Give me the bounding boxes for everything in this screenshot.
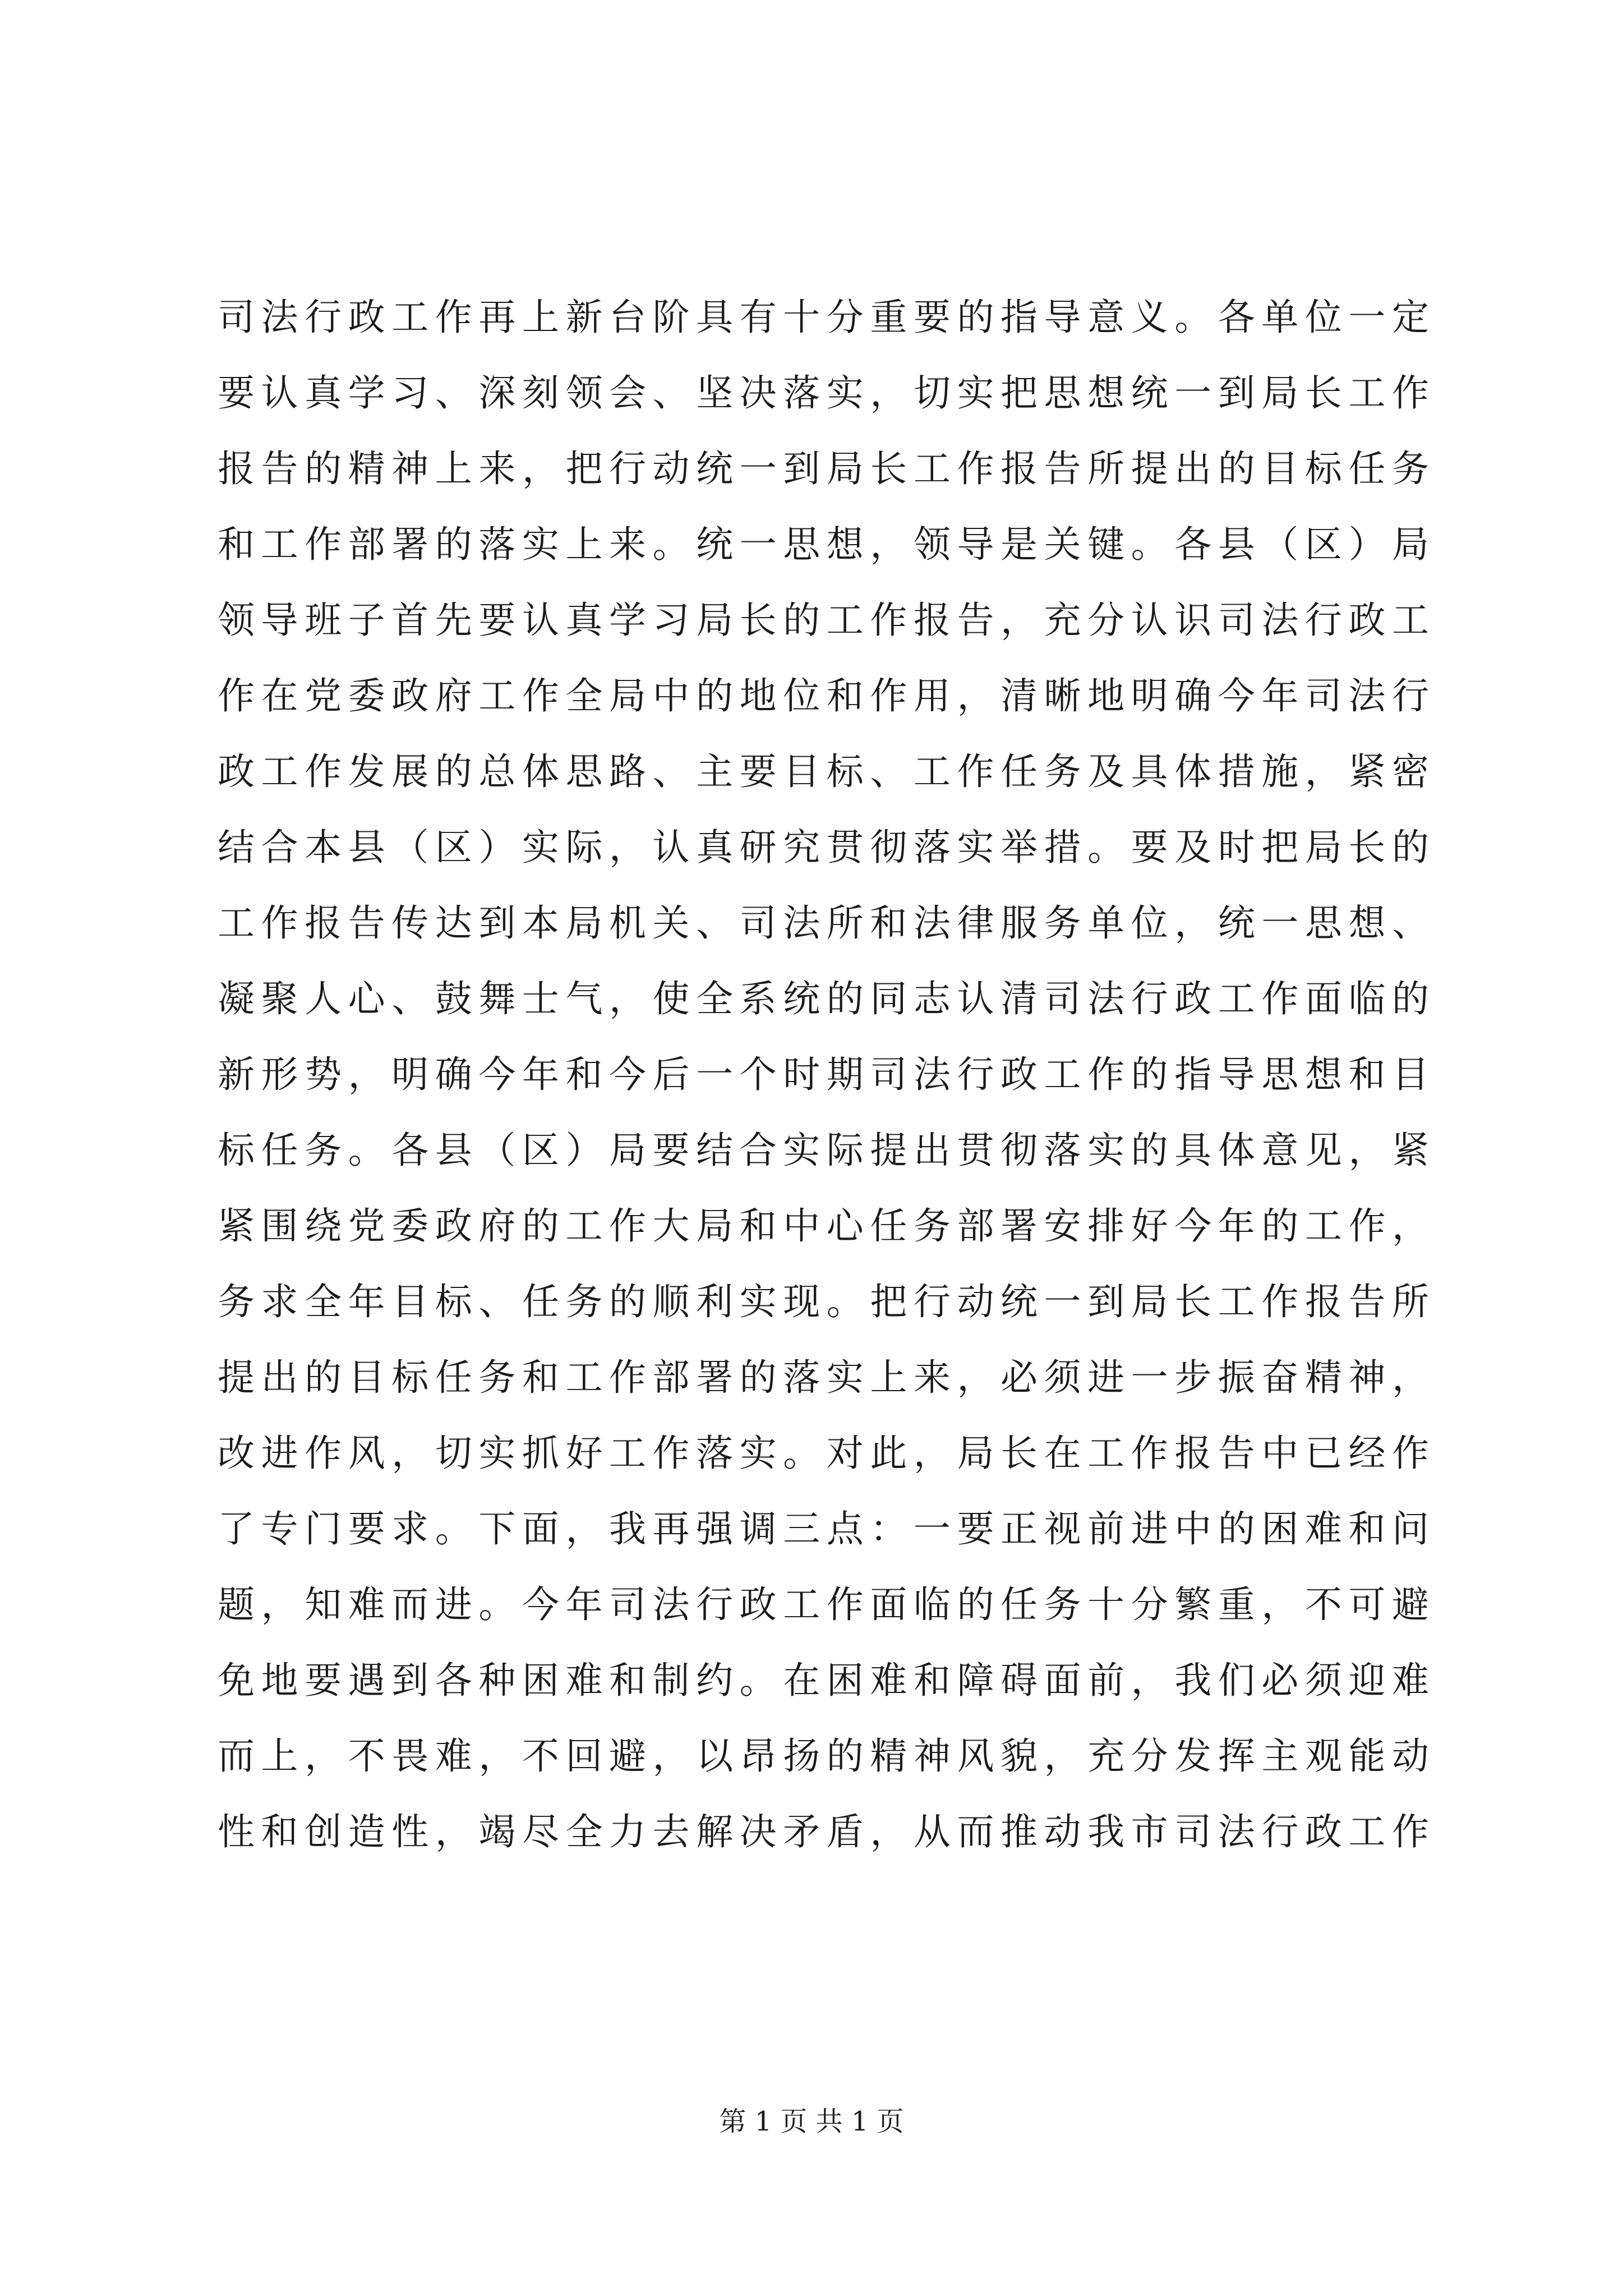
text-line: 领导班子首先要认真学习局长的工作报告，充分认识司法行政工 xyxy=(218,599,1429,642)
text-line: 司法行政工作再上新台阶具有十分重要的指导意义。各单位一定 xyxy=(218,296,1429,339)
text-line: 和工作部署的落实上来。统一思想，领导是关键。各县（区）局 xyxy=(218,523,1429,566)
text-line: 免地要遇到各种困难和制约。在困难和障碍面前，我们必须迎难 xyxy=(218,1659,1429,1702)
text-line: 而上，不畏难，不回避，以昂扬的精神风貌，充分发挥主观能动 xyxy=(218,1734,1429,1778)
text-line: 工作报告传达到本局机关、司法所和法律服务单位，统一思想、 xyxy=(218,901,1429,945)
text-line: 务求全年目标、任务的顺利实现。把行动统一到局长工作报告所 xyxy=(218,1280,1429,1323)
text-line: 报告的精神上来，把行动统一到局长工作报告所提出的目标任务 xyxy=(218,447,1429,490)
body-text xyxy=(218,279,1429,1870)
text-line: 题，知难而进。今年司法行政工作面临的任务十分繁重，不可避 xyxy=(218,1583,1429,1626)
text-line: 标任务。各县（区）局要结合实际提出贯彻落实的具体意见，紧 xyxy=(218,1129,1429,1172)
text-line: 要认真学习、深刻领会、坚决落实，切实把思想统一到局长工作 xyxy=(218,371,1429,415)
text-line: 了专门要求。下面，我再强调三点：一要正视前进中的困难和问 xyxy=(218,1507,1429,1550)
text-line: 作在党委政府工作全局中的地位和作用，清晰地明确今年司法行 xyxy=(218,674,1429,717)
text-line: 性和创造性，竭尽全力去解决矛盾，从而推动我市司法行政工作 xyxy=(218,1810,1429,1853)
text-line: 紧围绕党委政府的工作大局和中心任务部署安排好今年的工作， xyxy=(218,1204,1429,1248)
text-line: 提出的目标任务和工作部署的落实上来，必须进一步振奋精神， xyxy=(218,1356,1429,1399)
text-line: 凝聚人心、鼓舞士气，使全系统的同志认清司法行政工作面临的 xyxy=(218,977,1429,1020)
text-line: 结合本县（区）实际，认真研究贯彻落实举措。要及时把局长的 xyxy=(218,826,1429,869)
text-line: 政工作发展的总体思路、主要目标、工作任务及具体措施，紧密 xyxy=(218,750,1429,793)
text-line: 新形势，明确今年和今后一个时期司法行政工作的指导思想和目 xyxy=(218,1053,1429,1096)
page-footer: 第 1 页 共 1 页 xyxy=(719,2106,904,2137)
text-line: 改进作风，切实抓好工作落实。对此，局长在工作报告中已经作 xyxy=(218,1432,1429,1475)
